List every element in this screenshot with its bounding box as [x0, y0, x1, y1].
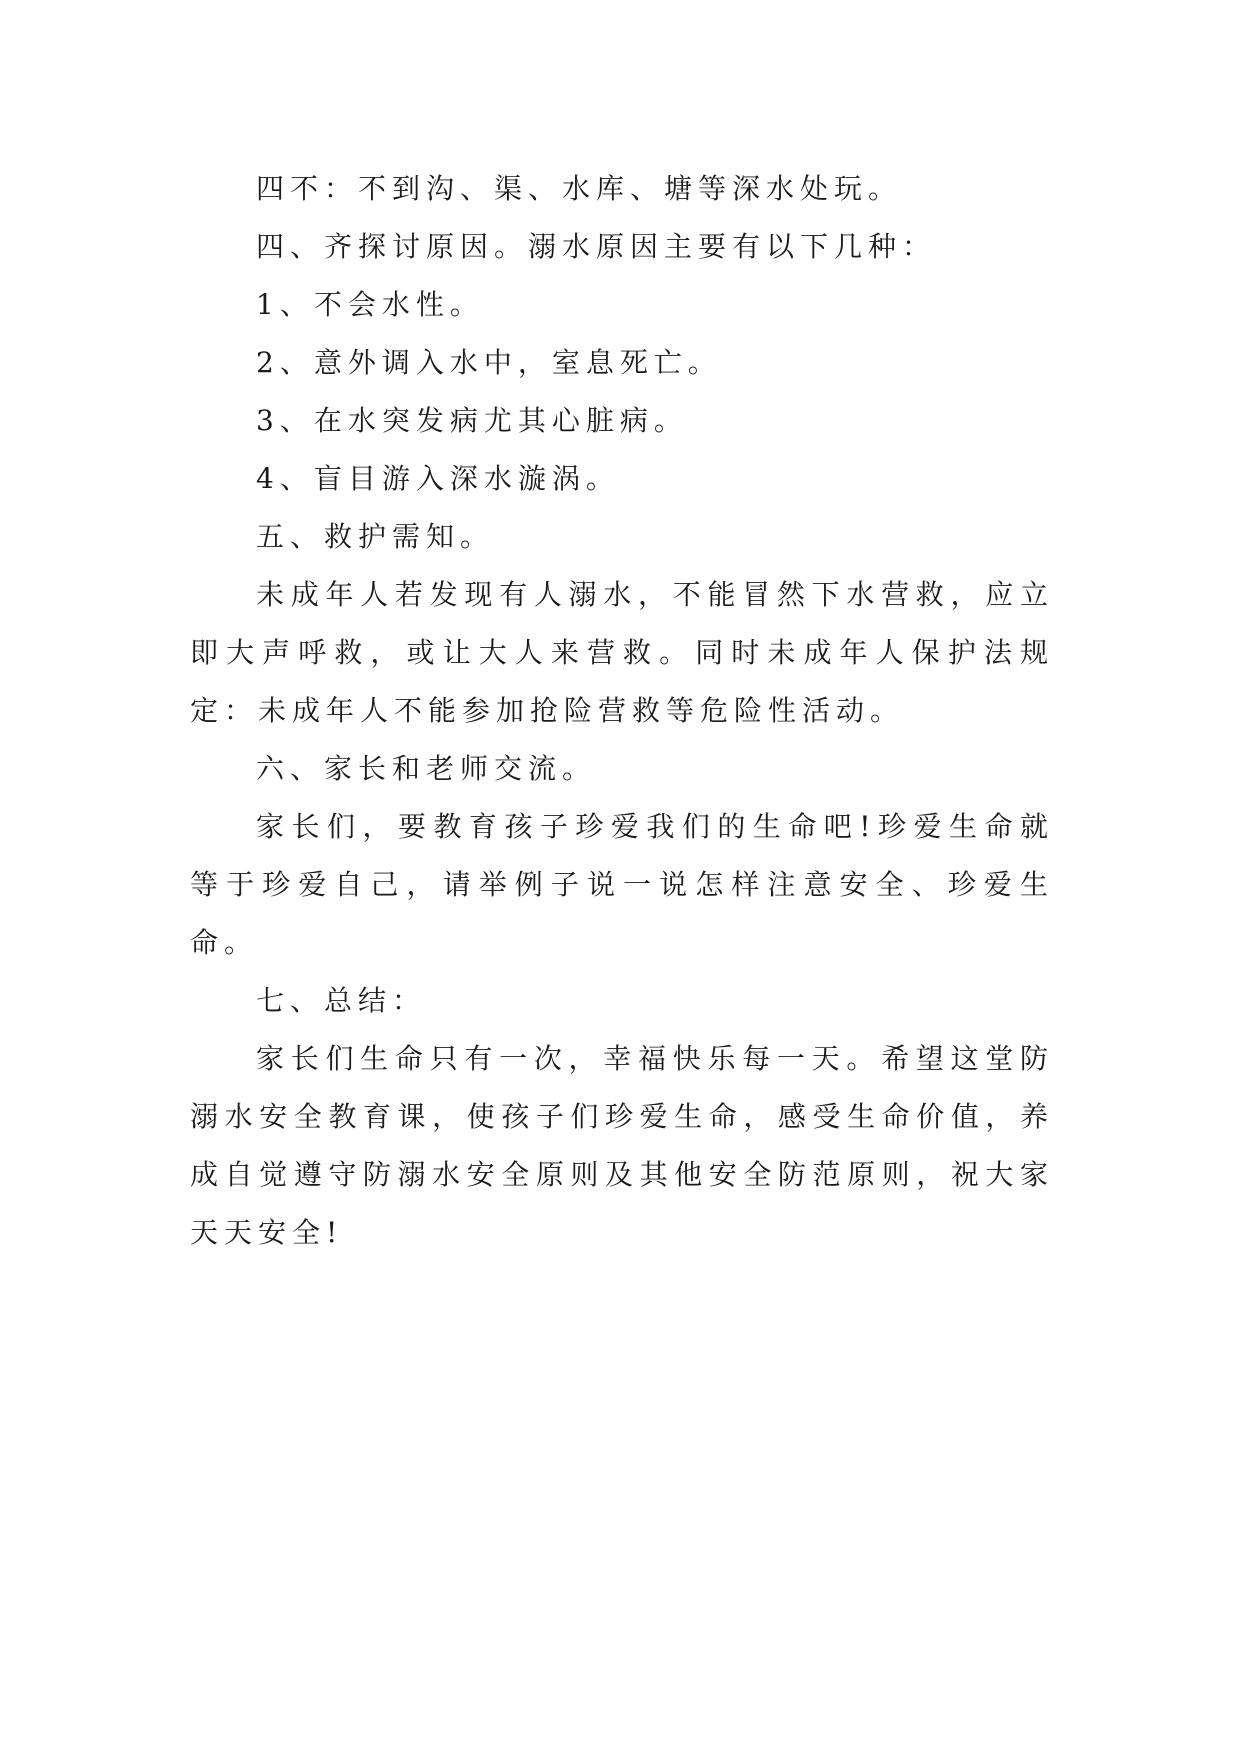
- heading-summary: 七、总结：: [256, 984, 427, 1017]
- heading-rescue-knowledge: 五、救护需知。: [256, 520, 495, 553]
- paragraph-parent-teacher-exchange: 家长们，要教育孩子珍爱我们的生命吧!珍爱生命就等于珍爱自己，请举例子说一说怎样注意安全、珍爱生命。: [190, 810, 1054, 959]
- heading-discuss-causes: 四、齐探讨原因。溺水原因主要有以下几种：: [256, 230, 937, 263]
- document-page: [190, 160, 1054, 1262]
- paragraph-summary: 家长们生命只有一次，幸福快乐每一天。希望这堂防溺水安全教育课，使孩子们珍爱生命，感受生命价值，养成自觉遵守防溺水安全原则及其他安全防范原则，祝大家天天安全!: [190, 1042, 1054, 1249]
- heading-parent-teacher-exchange: 六、家长和老师交流。: [256, 752, 597, 785]
- paragraph-rescue-knowledge: 未成年人若发现有人溺水，不能冒然下水营救，应立即大声呼救，或让大人来营救。同时未成年人保护法规定：未成年人不能参加抢险营救等危险性活动。: [190, 578, 1054, 727]
- list-item-cause-2: 2、意外调入水中，室息死亡。: [256, 346, 722, 379]
- list-item-cause-1: 1、不会水性。: [256, 288, 484, 321]
- list-item-cause-3: 3、在水突发病尤其心脏病。: [256, 404, 688, 437]
- paragraph-rule-four-no: 四不：不到沟、渠、水库、塘等深水处玩。: [256, 172, 903, 205]
- list-item-cause-4: 4、盲目游入深水漩涡。: [256, 462, 620, 495]
